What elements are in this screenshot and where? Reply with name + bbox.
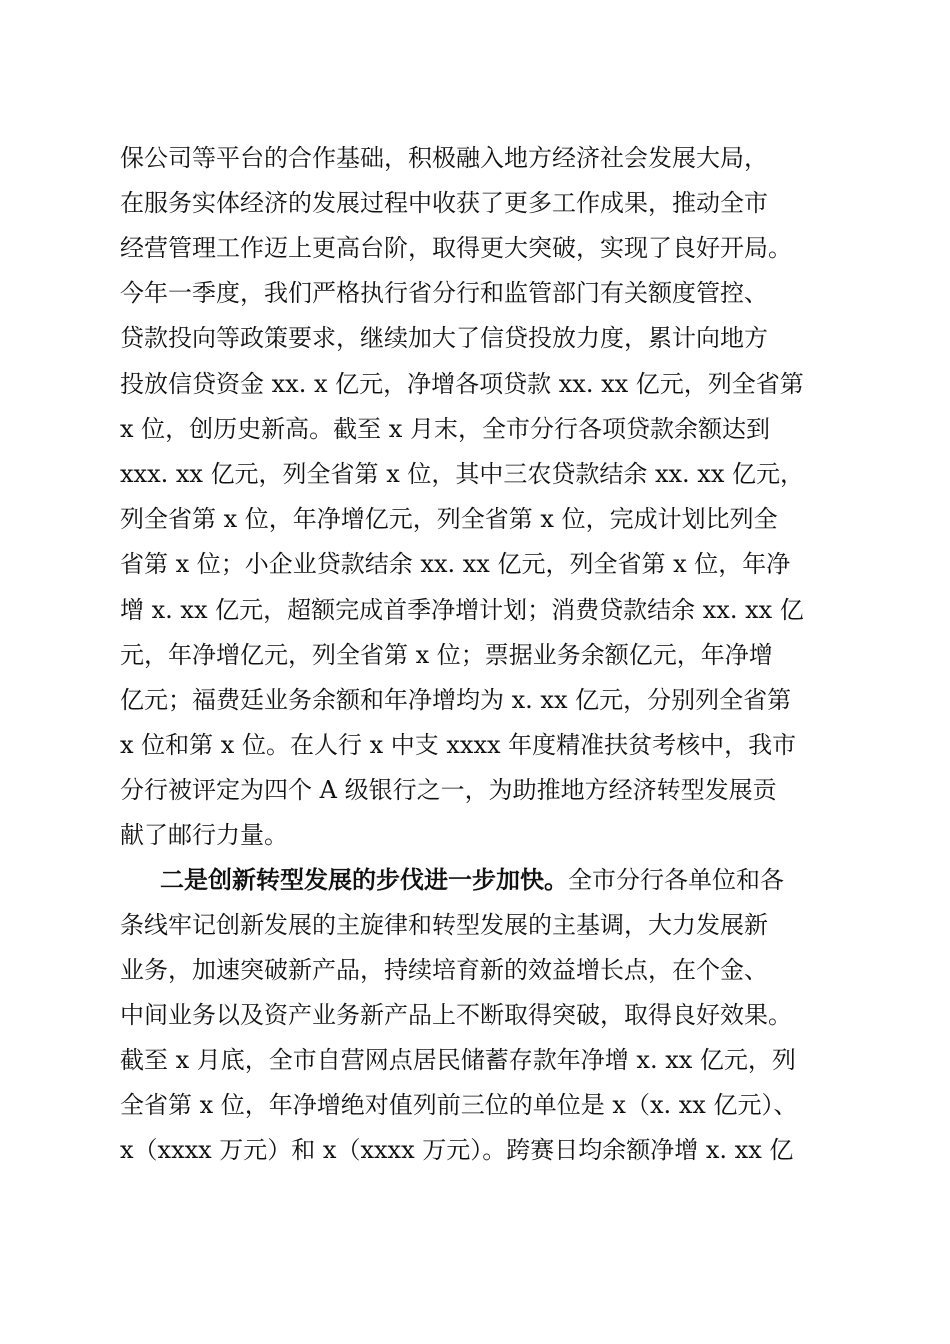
paragraph-1-line-9: 列全省第 x 位，年净增亿元，列全省第 x 位，完成计划比列全 <box>120 505 778 533</box>
paragraph-1-line-2: 在服务实体经济的发展过程中收获了更多工作成果，推动全市 <box>120 189 768 217</box>
paragraph-2-line-7: x（xxxx 万元）和 x（xxxx 万元）。跨赛日均余额净增 x. xx 亿 <box>120 1136 794 1164</box>
paragraph-1-line-13: 亿元；福费廷业务余额和年净增均为 x. xx 亿元，分别列全省第 <box>120 686 792 714</box>
paragraph-1-line-12: 元，年净增亿元，列全省第 x 位；票据业务余额亿元，年净增 <box>120 641 773 669</box>
paragraph-2-first-line-rest: 全市分行各单位和各 <box>568 866 784 894</box>
paragraph-1-line-10: 省第 x 位；小企业贷款结余 xx. xx 亿元，列全省第 x 位，年净 <box>120 550 791 578</box>
paragraph-2-line-4: 中间业务以及资产业务新产品上不断取得突破，取得良好效果。 <box>120 1001 792 1029</box>
paragraph-1-line-4: 今年一季度，我们严格执行省分行和监管部门有关额度管控、 <box>120 279 768 307</box>
paragraph-2-line-6: 全省第 x 位，年净增绝对值列前三位的单位是 x（x. xx 亿元）、 <box>120 1091 798 1119</box>
paragraph-2-line-3: 业务，加速突破新产品，持续培育新的效益增长点，在个金、 <box>120 956 768 984</box>
paragraph-1-line-6: 投放信贷资金 xx. x 亿元，净增各项贷款 xx. xx 亿元，列全省第 <box>120 370 804 398</box>
paragraph-1-line-16: 献了邮行力量。 <box>120 821 288 849</box>
paragraph-1-line-3: 经营管理工作迈上更高台阶，取得更大突破，实现了良好开局。 <box>120 234 792 262</box>
paragraph-1-line-7: x 位，创历史新高。截至 x 月末，全市分行各项贷款余额达到 <box>120 415 770 443</box>
paragraph-2-heading: 二是创新转型发展的步伐进一步加快。 <box>160 865 568 894</box>
paragraph-1-line-11: 增 x. xx 亿元，超额完成首季净增计划；消费贷款结余 xx. xx 亿 <box>120 596 804 624</box>
paragraph-1-line-14: x 位和第 x 位。在人行 x 中支 xxxx 年度精准扶贫考核中，我市 <box>120 731 797 759</box>
paragraph-1-line-1: 保公司等平台的合作基础，积极融入地方经济社会发展大局， <box>120 144 768 172</box>
paragraph-1-line-5: 贷款投向等政策要求，继续加大了信贷投放力度，累计向地方 <box>120 324 768 352</box>
paragraph-2-line-2: 条线牢记创新发展的主旋律和转型发展的主基调，大力发展新 <box>120 911 768 939</box>
paragraph-1-line-8: xxx. xx 亿元，列全省第 x 位，其中三农贷款结余 xx. xx 亿元， <box>120 460 805 488</box>
paragraph-2-line-5: 截至 x 月底，全市自营网点居民储蓄存款年净增 x. xx 亿元，列 <box>120 1046 796 1074</box>
paragraph-1-line-15: 分行被评定为四个 A 级银行之一，为助推地方经济转型发展贡 <box>120 776 777 804</box>
paragraph-2-line-1 <box>160 862 784 898</box>
